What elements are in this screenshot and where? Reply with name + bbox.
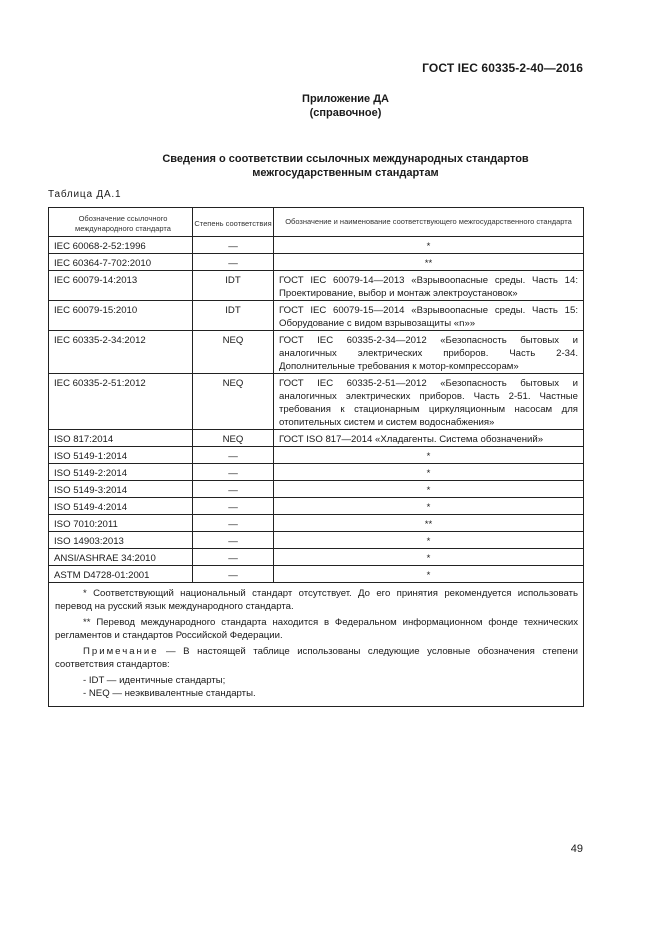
cell-degree: — (193, 464, 274, 481)
cell-gost: ** (274, 515, 584, 532)
cell-reference: IEC 60079-15:2010 (49, 301, 193, 331)
table-caption: Таблица ДА.1 (48, 189, 122, 200)
table-row (49, 515, 584, 532)
annex-label: Приложение ДА (302, 93, 389, 105)
document-code: ГОСТ IEC 60335-2-40—2016 (422, 61, 583, 75)
cell-gost: * (274, 237, 584, 254)
note-text: — В настоящей таблице использованы следующие условные обозначения степени соответствия стандартов: (55, 646, 578, 670)
table-header-row (49, 208, 584, 237)
section-heading (0, 152, 661, 180)
column-header-gost: Обозначение и наименование соответствующего межгосударственного стандарта (274, 208, 584, 237)
cell-gost: * (274, 498, 584, 515)
cell-reference: ISO 7010:2011 (49, 515, 193, 532)
heading-line-1: Сведения о соответствии ссылочных международных стандартов (162, 153, 529, 165)
table-note (55, 645, 578, 671)
cell-reference: ISO 5149-3:2014 (49, 481, 193, 498)
cell-degree: NEQ (193, 331, 274, 374)
table-footnotes (49, 583, 584, 707)
table-footnotes-row (49, 583, 584, 707)
cell-degree: IDT (193, 271, 274, 301)
note-label: Примечание (83, 646, 159, 657)
cell-reference: ISO 14903:2013 (49, 532, 193, 549)
note-item-idt: - IDT — идентичные стандарты; (83, 675, 226, 686)
cell-degree: — (193, 566, 274, 583)
footnote-1: * Соответствующий национальный стандарт отсутствует. До его принятия рекомендуется использовать перевод на русский язык международного стандарта. (55, 588, 578, 612)
cell-gost: * (274, 549, 584, 566)
table-row (49, 566, 584, 583)
table-row (49, 549, 584, 566)
cell-degree: — (193, 515, 274, 532)
cell-reference: IEC 60335-2-51:2012 (49, 374, 193, 430)
table-row (49, 498, 584, 515)
cell-degree: — (193, 237, 274, 254)
table-row (49, 374, 584, 430)
cell-degree: — (193, 549, 274, 566)
cell-degree: IDT (193, 301, 274, 331)
cell-reference: IEC 60068-2-52:1996 (49, 237, 193, 254)
cell-gost: * (274, 464, 584, 481)
cell-gost: ** (274, 254, 584, 271)
cell-reference: IEC 60335-2-34:2012 (49, 331, 193, 374)
table-row (49, 271, 584, 301)
cell-degree: — (193, 498, 274, 515)
cell-gost: * (274, 532, 584, 549)
annex-title (0, 92, 661, 120)
cell-reference: ISO 5149-2:2014 (49, 464, 193, 481)
footnote-2: ** Перевод международного стандарта находится в Федеральном информационном фонде технических регламентов и стандартов Российской Федерации. (55, 617, 578, 641)
cell-reference: ISO 5149-1:2014 (49, 447, 193, 464)
column-header-degree: Степень соответствия (193, 208, 274, 237)
annex-type: (справочное) (309, 107, 382, 119)
table-row (49, 301, 584, 331)
cell-reference: IEC 60364-7-702:2010 (49, 254, 193, 271)
cell-reference: ASTM D4728-01:2001 (49, 566, 193, 583)
cell-gost: ГОСТ IEC 60079-15—2014 «Взрывоопасные среды. Часть 15: Оборудование с видом взрывозащиты «n»» (274, 301, 584, 331)
cell-reference: ISO 5149-4:2014 (49, 498, 193, 515)
cell-gost: ГОСТ IEC 60335-2-51—2012 «Безопасность бытовых и аналогичных электрических приборов. Часть 2-51. Частные требования к стационарным циркуляционным насосам для отопительных систем и систем водоснабжения» (274, 374, 584, 430)
cell-reference: IEC 60079-14:2013 (49, 271, 193, 301)
cell-degree: — (193, 532, 274, 549)
page-number: 49 (570, 843, 583, 855)
note-item-neq: - NEQ — неэквивалентные стандарты. (83, 688, 256, 699)
table-row (49, 430, 584, 447)
table-row (49, 464, 584, 481)
cell-degree: — (193, 481, 274, 498)
table-row (49, 254, 584, 271)
table-row (49, 237, 584, 254)
table-row (49, 331, 584, 374)
column-header-reference: Обозначение ссылочного международного стандарта (49, 208, 193, 237)
cell-degree: — (193, 447, 274, 464)
cell-gost: ГОСТ IEC 60079-14—2013 «Взрывоопасные среды. Часть 14: Проектирование, выбор и монтаж электроустановок» (274, 271, 584, 301)
correspondence-table (48, 207, 584, 707)
cell-gost: * (274, 566, 584, 583)
heading-line-2: межгосударственным стандартам (252, 167, 439, 179)
table-row (49, 447, 584, 464)
cell-degree: NEQ (193, 374, 274, 430)
cell-degree: NEQ (193, 430, 274, 447)
cell-gost: ГОСТ ISO 817—2014 «Хладагенты. Система обозначений» (274, 430, 584, 447)
cell-reference: ISO 817:2014 (49, 430, 193, 447)
cell-reference: ANSI/ASHRAE 34:2010 (49, 549, 193, 566)
table-row (49, 532, 584, 549)
cell-gost: ГОСТ IEC 60335-2-34—2012 «Безопасность бытовых и аналогичных электрических приборов. Часть 2-34. Дополнительные требования к мотор-компрессорам» (274, 331, 584, 374)
cell-degree: — (193, 254, 274, 271)
cell-gost: * (274, 447, 584, 464)
table-row (49, 481, 584, 498)
cell-gost: * (274, 481, 584, 498)
